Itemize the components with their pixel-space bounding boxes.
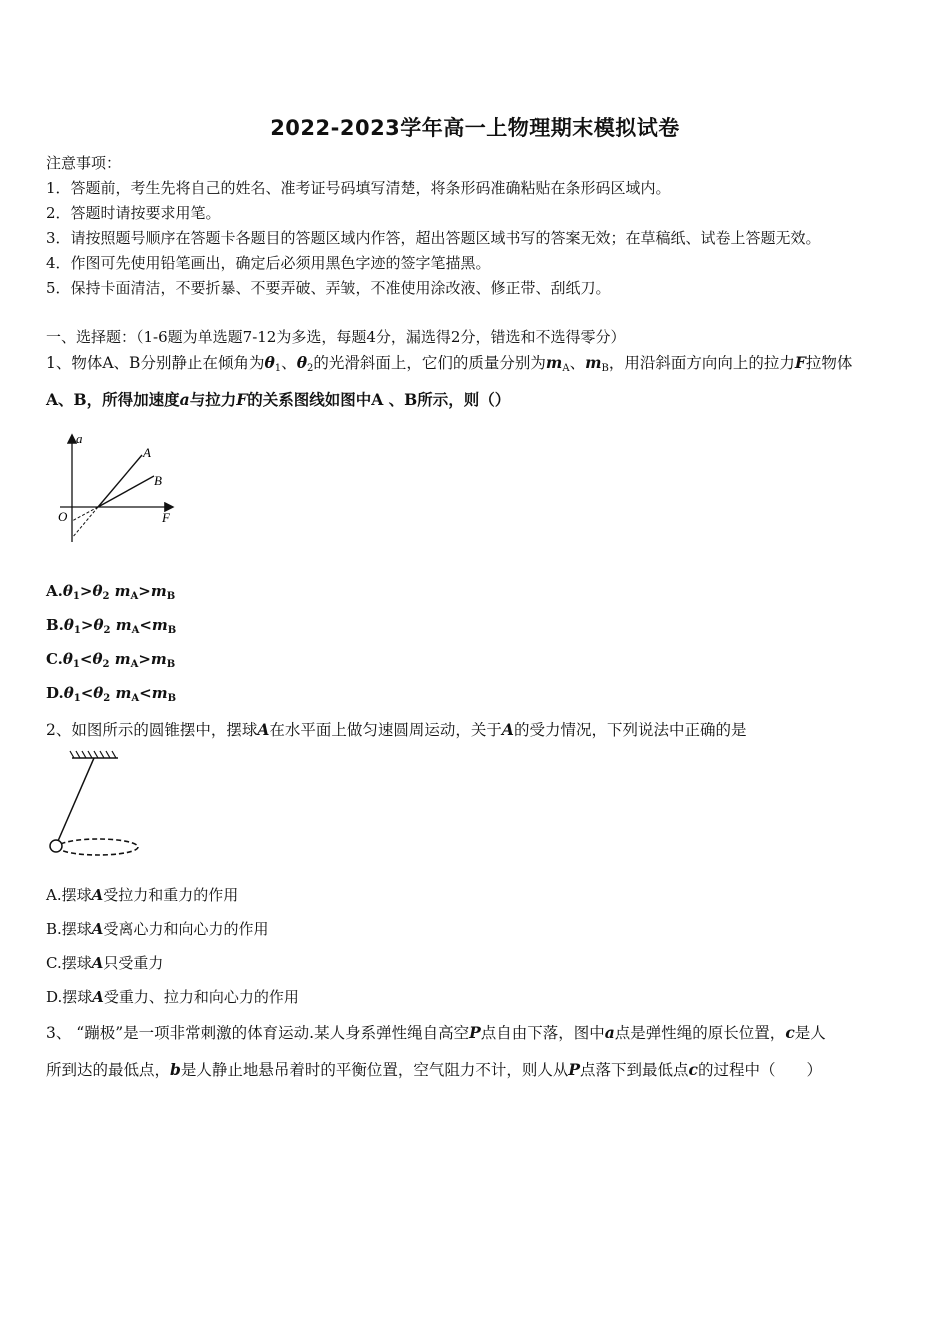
axis-label-f: F — [162, 510, 170, 525]
q2-option-b: B.摆球A受离心力和向心力的作用 — [46, 920, 269, 938]
notice-heading: 注意事项： — [46, 154, 122, 172]
q2-option-a: A.摆球A受拉力和重力的作用 — [46, 886, 239, 904]
line-a-label: A — [143, 445, 151, 460]
question-3-line-2: 所到达的最低点，b是人静止地悬吊着时的平衡位置，空气阻力不计，则人从P点落下到最低点c的过程中（ ） — [46, 1060, 823, 1079]
q1-option-b: $B.\theta_1>\theta_2$ $m_A<m_B$ — [46, 616, 177, 636]
q1-option-c: $C.\theta_1<\theta_2$ $m_A>m_B$ — [46, 650, 176, 670]
notice-item-4: 4．作图可先使用铅笔画出，确定后必须用黑色字迹的签字笔描黑。 — [46, 254, 491, 272]
line-b-extension — [72, 507, 98, 521]
ceiling-hatch — [70, 751, 116, 758]
q1-option-a: $A.\theta_1>\theta_2$ $m_A>m_B$ — [46, 582, 176, 602]
notice-item-5: 5．保持卡面清洁，不要折暴、不要弄破、弄皱，不准使用涂改液、修正带、刮纸刀。 — [46, 279, 611, 297]
q1-option-d: $D.\theta_1<\theta_2$ $m_A<m_B$ — [46, 684, 177, 704]
question-1-line-1: 1、物体A、B分别静止在倾角为$\theta_1$、$\theta_2$的光滑斜面上，它们的质量分别为$m_A$、$m_B$，用沿斜面方向向上的拉力F拉物体 — [46, 353, 853, 374]
line-b-label: B — [154, 473, 162, 488]
question-2: 2、如图所示的圆锥摆中，摆球A在水平面上做匀速圆周运动，关于A的受力情况，下列说法中正确的是 — [46, 720, 747, 739]
conical-pendulum-figure — [44, 748, 144, 860]
page-title: 2022-2023学年高一上物理期末模拟试卷 — [270, 116, 680, 140]
notice-item-1: 1．答题前，考生先将自己的姓名、准考证号码填写清楚，将条形码准确粘贴在条形码区域内。 — [46, 179, 671, 197]
question-1-line-2: A、B，所得加速度a与拉力F的关系图线如图中A 、B所示，则（） — [46, 390, 511, 409]
origin-label: O — [58, 509, 68, 524]
axis-label-a: a — [76, 431, 83, 446]
line-a-extension — [72, 507, 98, 538]
line-b — [98, 476, 154, 507]
circular-path — [58, 839, 138, 855]
q2-option-c: C.摆球A只受重力 — [46, 954, 164, 972]
pendulum-string — [58, 758, 94, 841]
section-heading: 一、选择题：（1-6题为单选题7-12为多选，每题4分，漏选得2分，错选和不选得零分） — [46, 328, 626, 346]
notice-item-2: 2．答题时请按要求用笔。 — [46, 204, 221, 222]
pendulum-ball — [50, 840, 62, 852]
line-a — [98, 455, 142, 507]
q2-option-d: D.摆球A受重力、拉力和向心力的作用 — [46, 988, 299, 1006]
acceleration-force-graph — [52, 430, 182, 548]
question-3-line-1: 3、 “蹦极”是一项非常刺激的体育运动.某人身系弹性绳自高空P点自由下落，图中a点是弹性绳的原长位置，c是人 — [46, 1023, 826, 1042]
notice-item-3: 3．请按照题号顺序在答题卡各题目的答题区域内作答，超出答题区域书写的答案无效；在草稿纸、试卷上答题无效。 — [46, 229, 821, 247]
